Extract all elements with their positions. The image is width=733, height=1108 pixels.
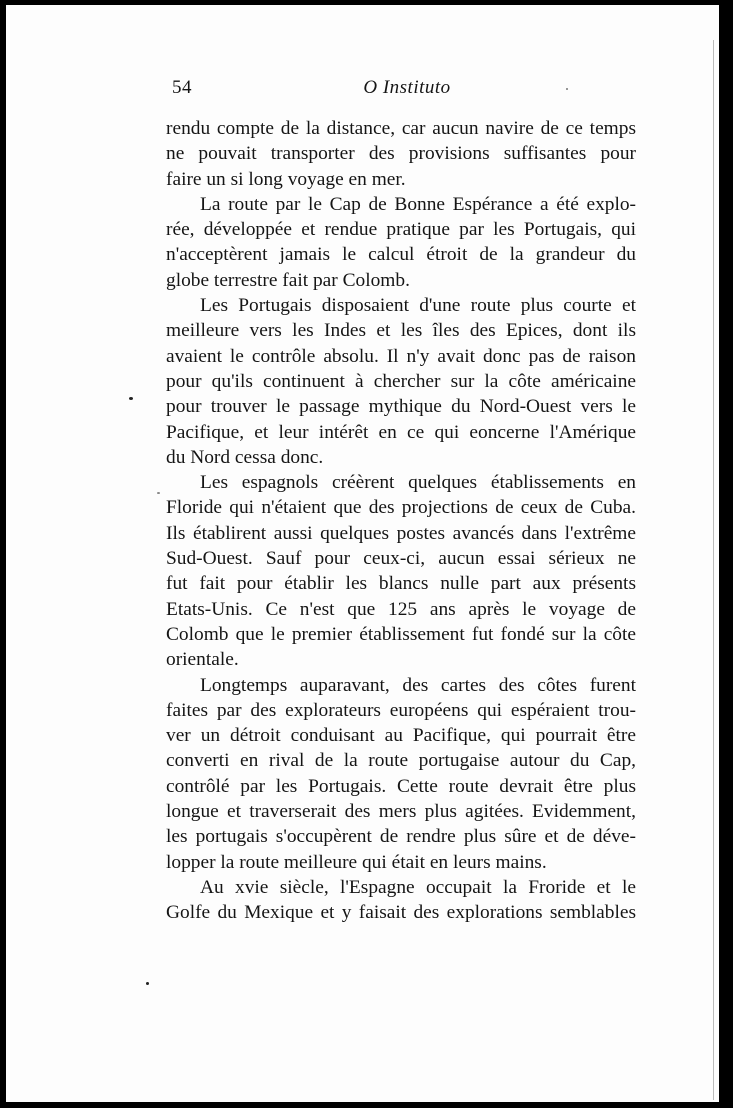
paragraph [166, 116, 636, 192]
text-line: ver un détroit conduisant au Pacifique, qui pourrait être [166, 725, 636, 747]
text-line: Floride qui n'étaient que des projections de ceux de Cuba. [166, 497, 636, 519]
text-line: les portugais s'occupèrent de rendre plus sûre et de déve- [166, 826, 636, 848]
text-line: pour trouver le passage mythique du Nord-Ouest vers le [166, 396, 636, 418]
text-line: orientale. [166, 649, 239, 671]
text-line: pour qu'ils continuent à chercher sur la côte américaine [166, 370, 636, 392]
text-line: longue et traverserait des mers plus agitées. Evidemment, [166, 801, 636, 823]
text-line: Golfe du Mexique et y faisait des explorations semblables [166, 902, 636, 924]
text-line: du Nord cessa donc. [166, 446, 324, 468]
text-line: Les Portugais disposaient d'une route plus courte et [200, 295, 636, 317]
text-line: Sud-Ouest. Sauf pour ceux-ci, aucun essai sérieux ne [166, 548, 636, 570]
text-line: n'acceptèrent jamais le calcul étroit de la grandeur du [166, 244, 636, 266]
scan-speck [129, 397, 133, 400]
scan-speck [566, 88, 568, 90]
text-line: ne pouvait transporter des provisions suffisantes pour [166, 143, 636, 165]
text-line: Pacifique, et leur intérêt en ce qui eoncerne l'Amérique [166, 421, 636, 443]
page-header [172, 77, 642, 105]
text-line: converti en rival de la route portugaise autour du Cap, [166, 750, 636, 772]
scan-speck [146, 982, 149, 985]
paragraph [166, 192, 636, 293]
text-line: globe terrestre fait par Colomb. [166, 269, 410, 291]
text-line: lopper la route meilleure qui était en leurs mains. [166, 851, 547, 873]
text-line: faites par des explorateurs européens qui espéraient trou- [166, 699, 636, 721]
text-line: Etats-Unis. Ce n'est que 125 ans après le voyage de [166, 598, 636, 620]
paragraph [166, 673, 636, 875]
running-title: O Instituto [363, 77, 451, 98]
text-line: Longtemps auparavant, des cartes des côtes furent [200, 674, 636, 696]
page-number: 54 [172, 77, 192, 98]
text-line: avaient le contrôle absolu. Il n'y avait donc pas de raison [166, 345, 636, 367]
text-line: rendu compte de la distance, car aucun navire de ce temps [166, 118, 636, 139]
text-line: Ils établirent aussi quelques postes avancés dans l'extrême [166, 522, 636, 544]
text-line: contrôlé par les Portugais. Cette route devrait être plus [166, 775, 636, 797]
body-text [166, 116, 636, 926]
scan-speck [157, 492, 160, 494]
text-line: meilleure vers les Indes et les îles des Epices, dont ils [166, 320, 636, 342]
text-line: Colomb que le premier établissement fut fondé sur la côte [166, 623, 636, 645]
text-line: Les espagnols créèrent quelques établissements en [200, 472, 636, 494]
text-line: fut fait pour établir les blancs nulle part aux présents [166, 573, 636, 595]
text-line: faire un si long voyage en mer. [166, 168, 406, 190]
paragraph [166, 470, 636, 672]
scan-edge-mark [713, 40, 714, 1100]
text-line: Au xvie siècle, l'Espagne occupait la Froride et le [200, 876, 636, 898]
paragraph [166, 875, 636, 926]
text-line: rée, développée et rendue pratique par les Portugais, qui [166, 219, 636, 241]
paragraph [166, 293, 636, 470]
text-line: La route par le Cap de Bonne Espérance a été explo- [200, 193, 636, 215]
